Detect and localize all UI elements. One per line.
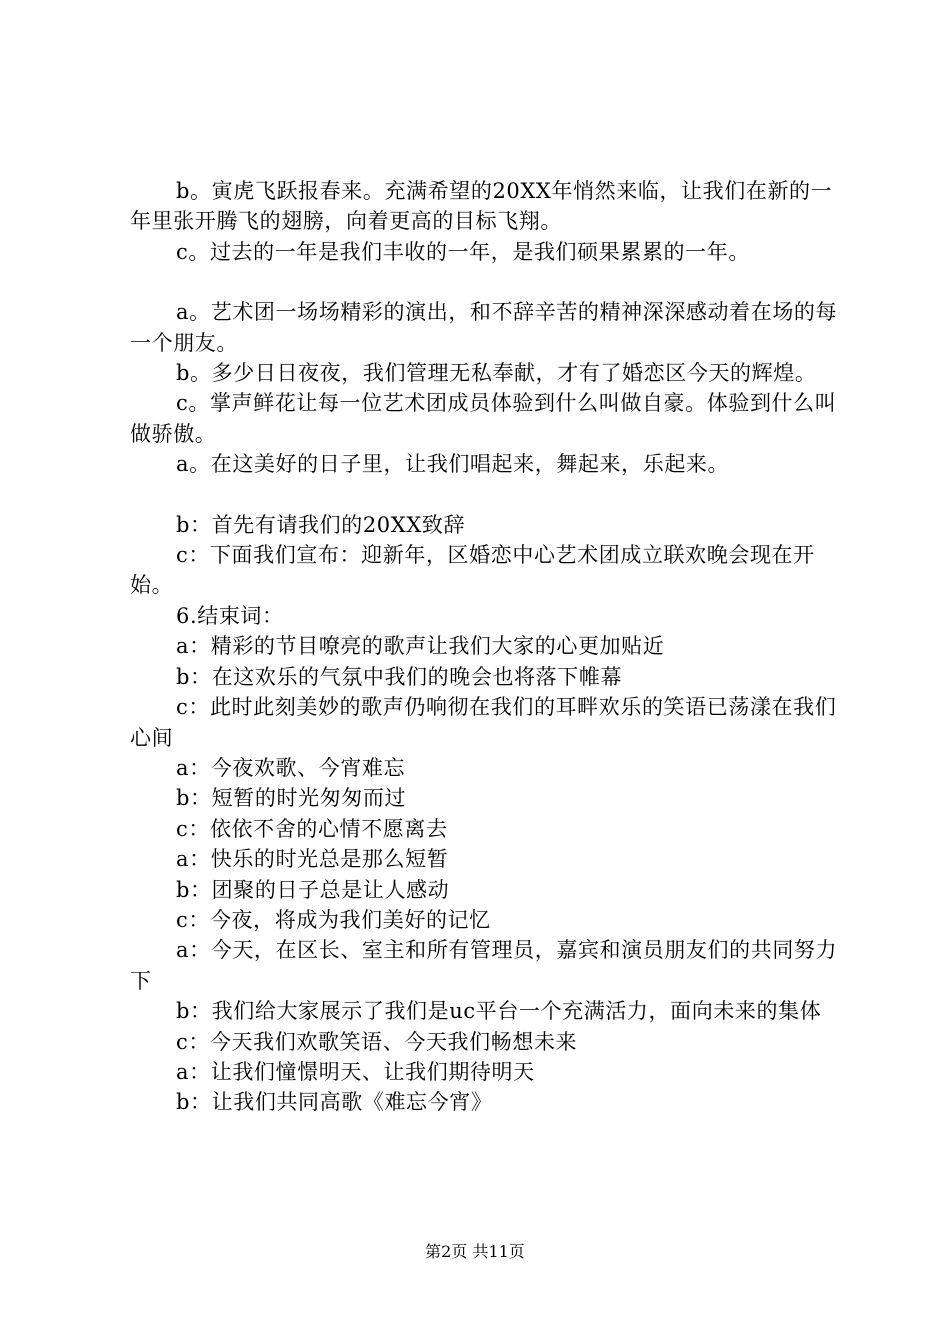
section-heading: 6.结束词： [176,603,284,628]
paragraph: c：此时此刻美妙的歌声仍响彻在我们的耳畔欢乐的笑语已荡漾在我们心间 [130,695,837,750]
document-body [130,176,840,1118]
paragraph: a：今夜欢歌、今宵难忘 [176,755,406,780]
paragraph: b：团聚的日子总是让人感动 [176,877,450,902]
paragraph: c：依依不舍的心情不愿离去 [176,816,448,841]
paragraph: a：让我们憧憬明天、让我们期待明天 [176,1059,535,1084]
paragraph: c：今夜，将成为我们美好的记忆 [176,907,491,932]
paragraph: a。艺术团一场场精彩的演出，和不辞辛苦的精神深深感动着在场的每一个朋友。 [130,300,838,355]
paragraph: c。掌声鲜花让每一位艺术团成员体验到什么叫做自豪。体验到什么叫做骄傲。 [130,391,837,446]
paragraph: b。寅虎飞跃报春来。充满希望的20XX年悄然来临，让我们在新的一年里张开腾飞的翅膀，向着更高的目标飞翔。 [130,179,833,234]
paragraph: b：我们给大家展示了我们是uc平台一个充满活力，面向未来的集体 [176,999,822,1024]
page-footer: 第2页 共11页 [425,1242,525,1261]
paragraph: b：短暂的时光匆匆而过 [176,786,407,811]
paragraph: a：快乐的时光总是那么短暂 [176,847,449,872]
paragraph: a：精彩的节目嘹亮的歌声让我们大家的心更加贴近 [176,634,665,659]
paragraph: a。在这美好的日子里，让我们唱起来，舞起来，乐起来。 [176,452,730,477]
paragraph: c：今天我们欢歌笑语、今天我们畅想未来 [176,1029,578,1054]
paragraph: b：在这欢乐的气氛中我们的晚会也将落下帷幕 [176,664,623,689]
paragraph: b：首先有请我们的20XX致辞 [176,512,466,537]
paragraph: c：下面我们宣布：迎新年，区婚恋中心艺术团成立联欢晚会现在开始。 [130,543,815,598]
paragraph: a：今天，在区长、室主和所有管理员，嘉宾和演员朋友们的共同努力下 [130,938,838,993]
paragraph: b：让我们共同高歌《难忘今宵》 [176,1090,493,1115]
paragraph: c。过去的一年是我们丰收的一年，是我们硕果累累的一年。 [176,239,750,264]
paragraph: b。多少日日夜夜，我们管理无私奉献，才有了婚恋区今天的辉煌。 [176,361,817,386]
